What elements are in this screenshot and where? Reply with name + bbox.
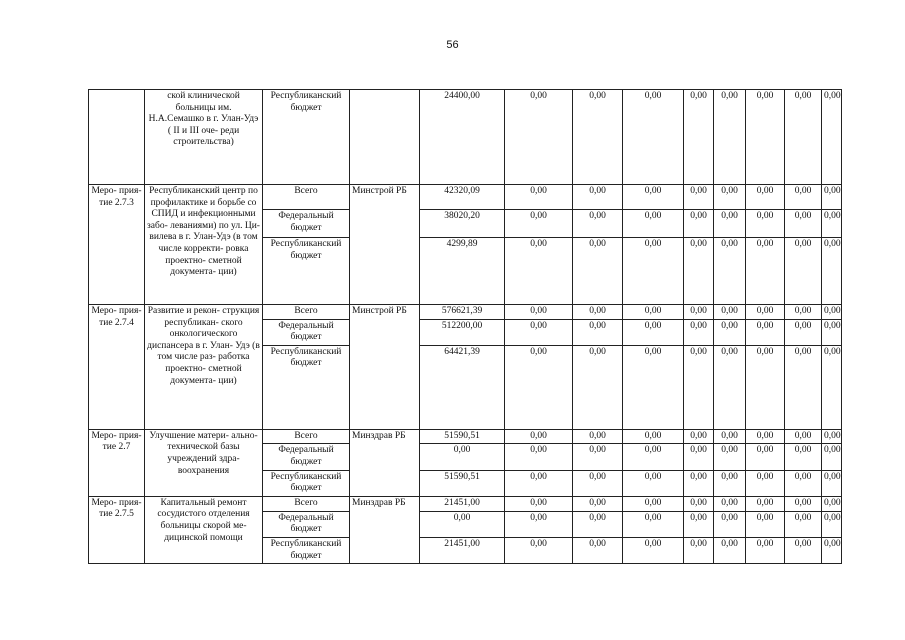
- year-value: 0,00: [714, 511, 746, 537]
- year-value: 0,00: [822, 185, 842, 210]
- year-value: 0,00: [746, 496, 785, 511]
- year-value: 0,00: [746, 185, 785, 210]
- year-value: 0,00: [785, 537, 822, 563]
- funding-source: Всего: [263, 496, 350, 511]
- year-value: 0,00: [746, 305, 785, 320]
- total-value: 51590,51: [420, 429, 505, 444]
- year-value: 0,00: [822, 90, 842, 185]
- year-value: 0,00: [822, 511, 842, 537]
- total-value: 0,00: [420, 444, 505, 470]
- year-value: 0,00: [822, 305, 842, 320]
- year-value: 0,00: [714, 537, 746, 563]
- page-number: 56: [446, 39, 459, 51]
- year-value: 0,00: [505, 185, 573, 210]
- year-value: 0,00: [684, 470, 714, 496]
- table-row: [89, 429, 842, 444]
- year-value: 0,00: [822, 238, 842, 305]
- year-value: 0,00: [505, 90, 573, 185]
- year-value: 0,00: [785, 238, 822, 305]
- year-value: 0,00: [684, 210, 714, 238]
- funding-source: Республиканский бюджет: [263, 90, 350, 185]
- total-value: 24400,00: [420, 90, 505, 185]
- year-value: 0,00: [714, 496, 746, 511]
- table-row: [89, 90, 842, 185]
- year-value: 0,00: [505, 444, 573, 470]
- year-value: 0,00: [505, 210, 573, 238]
- year-value: 0,00: [505, 305, 573, 320]
- year-value: 0,00: [822, 470, 842, 496]
- year-value: 0,00: [714, 305, 746, 320]
- year-value: 0,00: [785, 496, 822, 511]
- year-value: 0,00: [785, 305, 822, 320]
- funding-source: Федеральный бюджет: [263, 210, 350, 238]
- measure-name: Капитальный ремонт сосудистого отделения больницы скорой ме- дицинской помощи: [145, 496, 263, 563]
- measure-name: Республиканский центр по профилактике и борьбе со СПИД и инфекционными забо- леваниями) по ул. Ци- вилева в г. Улан-Удэ (в том числе корректи- ровка проектно- сметной документа- ции): [145, 185, 263, 305]
- year-value: 0,00: [623, 511, 684, 537]
- year-value: 0,00: [623, 345, 684, 429]
- year-value: 0,00: [714, 210, 746, 238]
- year-value: 0,00: [623, 238, 684, 305]
- year-value: 0,00: [684, 444, 714, 470]
- executor: Минздрав РБ: [350, 496, 420, 563]
- year-value: 0,00: [573, 537, 623, 563]
- year-value: 0,00: [785, 319, 822, 345]
- year-value: 0,00: [573, 444, 623, 470]
- year-value: 0,00: [573, 210, 623, 238]
- funding-source: Республиканский бюджет: [263, 238, 350, 305]
- year-value: 0,00: [684, 185, 714, 210]
- year-value: 0,00: [785, 185, 822, 210]
- year-value: 0,00: [623, 429, 684, 444]
- year-value: 0,00: [684, 319, 714, 345]
- funding-source: Республиканский бюджет: [263, 537, 350, 563]
- year-value: 0,00: [573, 496, 623, 511]
- year-value: 0,00: [623, 496, 684, 511]
- year-value: 0,00: [785, 345, 822, 429]
- year-value: 0,00: [746, 319, 785, 345]
- measure-code: Меро- прия- тие 2.7: [89, 429, 145, 496]
- measure-code: [89, 90, 145, 185]
- table-row: [89, 185, 842, 210]
- year-value: 0,00: [505, 511, 573, 537]
- year-value: 0,00: [746, 238, 785, 305]
- total-value: 4299,89: [420, 238, 505, 305]
- year-value: 0,00: [623, 305, 684, 320]
- measure-name: ской клинической больницы им. Н.А.Семашко в г. Улан-Удэ ( II и III оче- реди строительства): [145, 90, 263, 185]
- year-value: 0,00: [714, 238, 746, 305]
- year-value: 0,00: [746, 511, 785, 537]
- year-value: 0,00: [623, 444, 684, 470]
- total-value: 21451,00: [420, 537, 505, 563]
- year-value: 0,00: [505, 537, 573, 563]
- total-value: 42320,09: [420, 185, 505, 210]
- year-value: 0,00: [573, 319, 623, 345]
- year-value: 0,00: [822, 537, 842, 563]
- funding-source: Республиканский бюджет: [263, 470, 350, 496]
- measure-code: Меро- прия- тие 2.7.3: [89, 185, 145, 305]
- year-value: 0,00: [573, 511, 623, 537]
- year-value: 0,00: [714, 90, 746, 185]
- year-value: 0,00: [573, 238, 623, 305]
- measure-code: Меро- прия- тие 2.7.5: [89, 496, 145, 563]
- year-value: 0,00: [684, 511, 714, 537]
- year-value: 0,00: [623, 537, 684, 563]
- year-value: 0,00: [684, 429, 714, 444]
- year-value: 0,00: [822, 319, 842, 345]
- total-value: 512200,00: [420, 319, 505, 345]
- year-value: 0,00: [623, 185, 684, 210]
- year-value: 0,00: [746, 90, 785, 185]
- year-value: 0,00: [785, 210, 822, 238]
- year-value: 0,00: [684, 345, 714, 429]
- total-value: 51590,51: [420, 470, 505, 496]
- year-value: 0,00: [684, 496, 714, 511]
- year-value: 0,00: [822, 496, 842, 511]
- executor: Минстрой РБ: [350, 185, 420, 305]
- year-value: 0,00: [785, 90, 822, 185]
- executor: Минздрав РБ: [350, 429, 420, 496]
- year-value: 0,00: [785, 444, 822, 470]
- year-value: 0,00: [623, 210, 684, 238]
- funding-source: Федеральный бюджет: [263, 319, 350, 345]
- year-value: 0,00: [684, 238, 714, 305]
- year-value: 0,00: [573, 345, 623, 429]
- year-value: 0,00: [746, 210, 785, 238]
- year-value: 0,00: [714, 345, 746, 429]
- total-value: 576621,39: [420, 305, 505, 320]
- year-value: 0,00: [714, 444, 746, 470]
- year-value: 0,00: [573, 90, 623, 185]
- year-value: 0,00: [714, 319, 746, 345]
- year-value: 0,00: [573, 305, 623, 320]
- year-value: 0,00: [746, 429, 785, 444]
- total-value: 21451,00: [420, 496, 505, 511]
- total-value: 64421,39: [420, 345, 505, 429]
- year-value: 0,00: [684, 537, 714, 563]
- year-value: 0,00: [785, 429, 822, 444]
- year-value: 0,00: [573, 470, 623, 496]
- year-value: 0,00: [623, 470, 684, 496]
- year-value: 0,00: [822, 210, 842, 238]
- year-value: 0,00: [623, 319, 684, 345]
- year-value: 0,00: [505, 319, 573, 345]
- year-value: 0,00: [822, 429, 842, 444]
- year-value: 0,00: [684, 90, 714, 185]
- year-value: 0,00: [714, 470, 746, 496]
- funding-source: Федеральный бюджет: [263, 511, 350, 537]
- funding-source: Федеральный бюджет: [263, 444, 350, 470]
- year-value: 0,00: [505, 496, 573, 511]
- year-value: 0,00: [746, 345, 785, 429]
- measure-name: Улучшение матери- ально-технической базы учреждений здра- воохранения: [145, 429, 263, 496]
- year-value: 0,00: [746, 470, 785, 496]
- year-value: 0,00: [573, 429, 623, 444]
- measure-name: Развитие и рекон- струкция республикан- ского онкологического диспансера в г. Улан- Удэ (в том числе раз- работка проектно- сметной документа- ции): [145, 305, 263, 430]
- year-value: 0,00: [714, 185, 746, 210]
- year-value: 0,00: [505, 345, 573, 429]
- funding-source: Всего: [263, 429, 350, 444]
- executor: Минстрой РБ: [350, 305, 420, 430]
- year-value: 0,00: [785, 511, 822, 537]
- year-value: 0,00: [684, 305, 714, 320]
- year-value: 0,00: [746, 537, 785, 563]
- year-value: 0,00: [746, 444, 785, 470]
- table-row: [89, 305, 842, 320]
- year-value: 0,00: [822, 444, 842, 470]
- year-value: 0,00: [822, 345, 842, 429]
- year-value: 0,00: [505, 470, 573, 496]
- measure-code: Меро- прия- тие 2.7.4: [89, 305, 145, 430]
- funding-source: Всего: [263, 185, 350, 210]
- year-value: 0,00: [573, 185, 623, 210]
- executor: [350, 90, 420, 185]
- year-value: 0,00: [623, 90, 684, 185]
- funding-source: Республиканский бюджет: [263, 345, 350, 429]
- year-value: 0,00: [505, 238, 573, 305]
- year-value: 0,00: [714, 429, 746, 444]
- year-value: 0,00: [505, 429, 573, 444]
- funding-source: Всего: [263, 305, 350, 320]
- total-value: 38020,20: [420, 210, 505, 238]
- table-row: [89, 496, 842, 511]
- total-value: 0,00: [420, 511, 505, 537]
- year-value: 0,00: [785, 470, 822, 496]
- budget-table: [88, 89, 842, 564]
